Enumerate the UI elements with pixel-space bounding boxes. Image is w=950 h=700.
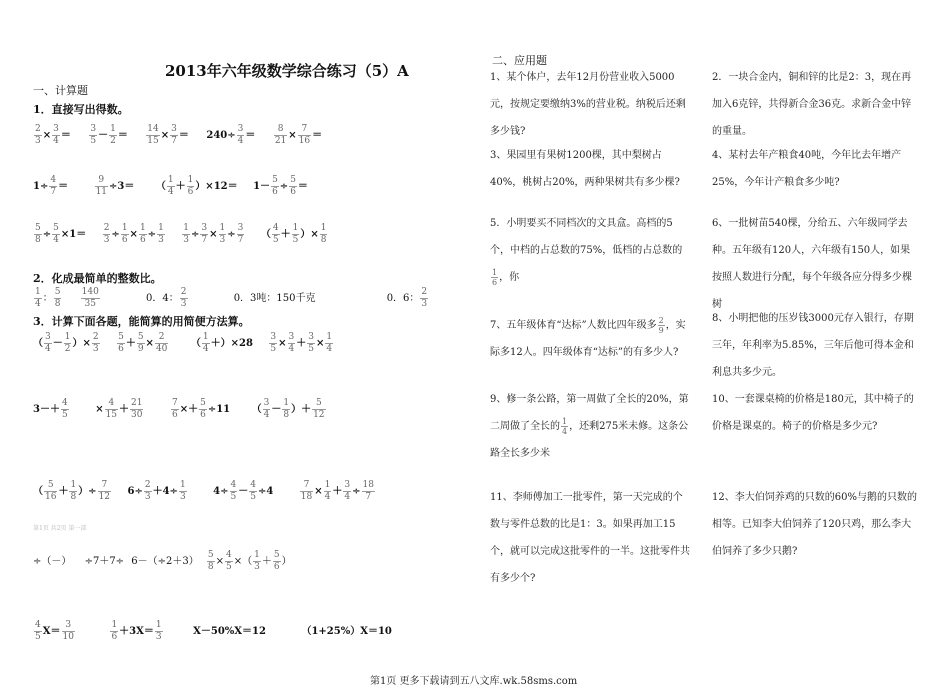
fraction: $\frac{2}{3}$ [92,332,99,354]
fraction: $\frac{1}{8}$ [283,398,290,420]
fraction: $\frac{3}{4}$ [344,480,351,502]
fraction: $\frac{14}{15}$ [147,124,159,146]
fraction: $\frac{1}{6}$ [492,268,498,287]
fraction: $\frac{3}{5}$ [90,124,97,146]
fraction: $\frac{7}{6}$ [171,398,178,420]
fraction: $\frac{4}{5}$ [230,480,237,502]
fraction: $\frac{21}{30}$ [131,398,143,420]
fraction: $\frac{1}{3}$ [219,223,226,245]
fraction: $\frac{1}{3}$ [179,480,186,502]
fraction: $\frac{5}{12}$ [313,398,325,420]
fraction: $\frac{3}{7}$ [201,223,208,245]
fraction: $\frac{3}{4}$ [237,124,244,146]
page-footer: 第1页 更多下载请到五八文库.wk.58sms.com [370,676,578,687]
fraction: $\frac{5}{6}$ [200,398,206,420]
fraction: $\frac{8}{21}$ [274,124,287,146]
fraction: $\frac{1}{3}$ [155,620,162,642]
q3-row3: （ $\frac{5}{16}$ ＋ $\frac{1}{8}$ ）÷ $\frac{7}{12}$ 6÷ $\frac{2}{3}$ ＋4÷ $\frac{1}{3}$ 4÷ $\frac{4}{5}$ － $\frac{4}{5}$ ÷4 $\frac{7}{18}$ × $\frac{1}{4}$ ＋ $\frac{3}{4}$ ÷ $\frac{18}{7}$ [33,480,374,502]
fraction: $\frac{5}{9}$ [137,332,144,354]
fraction: $\frac{2}{3}$ [144,480,151,502]
fraction: $\frac{5}{6}$ [272,175,278,197]
section-calc-heading: 一、计算题 [33,84,88,97]
problem-1: 1、某个体户，去年12月份营业收入5000元，按规定要缴纳3%的营业税。纳税后还剩多少钱? [490,72,686,137]
fraction: $\frac{5}{8}$ [35,223,41,245]
fraction: $\frac{7}{16}$ [298,124,311,146]
q3-heading: 3．计算下面各题，能简算的用简便方法算。 [33,315,250,328]
fraction: $\frac{5}{6}$ [273,550,280,572]
fraction: $\frac{2}{3}$ [35,124,41,146]
fraction: $\frac{2}{3}$ [103,223,110,245]
fraction: $\frac{2}{9}$ [658,316,664,335]
fraction: $\frac{7}{18}$ [300,480,313,502]
fraction: $\frac{1}{4}$ [35,287,41,309]
problem-12: 12、李大伯饲养鸡的只数的60%与鹅的只数的相等。已知李大伯饲养了120只鸡，那么李大伯饲养了多少只鹅? [712,492,917,557]
fraction: $\frac{4}{5}$ [35,620,41,642]
problem-3: 3、果园里有果树1200棵，其中梨树占40%，桃树占20%，两种果树共有多少棵? [490,150,680,188]
fraction: $\frac{3}{4}$ [45,332,51,354]
equations-row: $\frac{4}{5}$ X＝ $\frac{3}{10}$ $\frac{1}{6}$ ＋3X＝ $\frac{1}{3}$ X－50%X＝12 （1+25%）X＝10 [35,620,392,642]
fraction: $\frac{2}{40}$ [155,332,168,354]
fraction: $\frac{1}{6}$ [121,223,128,245]
fraction: $\frac{1}{4}$ [202,332,209,354]
fraction: $\frac{1}{6}$ [111,620,118,642]
fraction: $\frac{1}{6}$ [187,175,194,197]
fraction: $\frac{1}{2}$ [110,124,116,146]
fraction: $\frac{5}{8}$ [207,550,214,572]
fraction: $\frac{140}{35}$ [81,287,99,309]
fraction: $\frac{1}{4}$ [562,417,568,436]
fraction: $\frac{1}{6}$ [139,223,146,245]
fraction: $\frac{1}{5}$ [292,223,299,245]
fraction: $\frac{3}{5}$ [270,332,277,354]
q1-row2: 1÷ $\frac{4}{7}$ ＝ $\frac{9}{11}$ ÷3＝ （ $\frac{1}{4}$ ＋ $\frac{1}{6}$ ）×12＝ 1－ $\frac{5}{6}$ ÷ $\frac{5}{6}$ ＝ [33,175,308,197]
fraction: $\frac{3}{4}$ [288,332,295,354]
fraction: $\frac{3}{7}$ [171,124,177,146]
problem-7: 7、五年级体育“达标”人数比四年级多 $\frac{2}{9}$ ，实际多12人。四年级体育“达标”的有多少人? [490,316,686,358]
fraction: $\frac{4}{5}$ [226,550,232,572]
fraction: $\frac{1}{2}$ [64,332,71,354]
fraction: $\frac{1}{4}$ [167,175,174,197]
fraction: $\frac{4}{5}$ [250,480,256,502]
page-title: 2013年六年级数学综合练习（5）A [165,62,409,80]
problem-8: 8、小明把他的压岁钱3000元存入银行，存期三年，年利率为5.85%，三年后他可得本金和利息共多少元。 [712,313,914,378]
q1-heading: 1．直接写出得数。 [33,103,129,116]
q2-row: $\frac{1}{4}$ ： $\frac{5}{8}$ $\frac{140}{35}$ 0．4： $\frac{2}{3}$ 0．3吨：150千克 0．6： $\frac{2}{3}$ [35,287,428,309]
fraction: $\frac{4}{7}$ [50,175,57,197]
fraction: $\frac{5}{16}$ [45,480,57,502]
fraction: $\frac{1}{8}$ [320,223,327,245]
fraction: $\frac{5}{8}$ [54,287,61,309]
q1-row3: $\frac{5}{8}$ ÷ $\frac{5}{4}$ ×1＝ $\frac{2}{3}$ ÷ $\frac{1}{6}$ × $\frac{1}{6}$ ÷ $\frac{1}{3}$ $\frac{1}{3}$ ÷ $\frac{3}{7}$ × $\frac{1}{3}$ ÷ $\frac{3}{7}$ （ $\frac{4}{5}$ ＋ $\frac{1}{5}$ ）× $\frac{1}{8}$ [35,223,327,245]
fraction: $\frac{3}{5}$ [308,332,314,354]
problem-11: 11、李师傅加工一批零件，第一天完成的个数与零件总数的比是1：3。如果再加工15个，就可以完成这批零件的一半。这批零件共有多少个? [490,492,690,584]
q3-row4: ÷（－） ÷7＋7÷ 6－（÷2＋3） $\frac{5}{8}$ × $\frac{4}{5}$ ×（ $\frac{1}{3}$ ＋ $\frac{5}{6}$ ） [33,550,292,572]
fraction: $\frac{3}{4}$ [53,124,59,146]
fraction: $\frac{1}{3}$ [158,223,164,245]
fraction: $\frac{5}{6}$ [290,175,296,197]
fraction: $\frac{1}{8}$ [70,480,77,502]
problem-4: 4、某村去年产粮食40吨，今年比去年增产25%，今年计产粮食多少吨? [712,150,902,188]
q3-row2: 3－＋ $\frac{4}{5}$ × $\frac{4}{15}$ ＋ $\frac{21}{30}$ $\frac{7}{6}$ ×＋ $\frac{5}{6}$ ÷11 （ $\frac{3}{4}$ － $\frac{1}{8}$ ）＋ $\frac{5}{12}$ [33,398,325,420]
problem-6: 6、一批树苗540棵，分给五、六年级同学去种。五年级有120人，六年级有150人，如果按照人数进行分配，每个年级各应分得多少棵树 [712,218,912,310]
fraction: $\frac{4}{5}$ [272,223,279,245]
fraction: $\frac{4}{5}$ [61,398,68,420]
q1-row1: $\frac{2}{3}$ × $\frac{3}{4}$ ＝ $\frac{3}{5}$ － $\frac{1}{2}$ ＝ $\frac{14}{15}$ × $\frac{3}{7}$ ＝ 240÷ $\frac{3}{4}$ ＝ $\frac{8}{21}$ × $\frac{7}{16}$ ＝ [35,124,323,146]
fraction: $\frac{1}{3}$ [183,223,190,245]
fraction: $\frac{1}{4}$ [326,332,333,354]
fraction: $\frac{3}{7}$ [237,223,244,245]
fraction: $\frac{5}{4}$ [53,223,59,245]
faint-watermark-line: 第1页 共2页 第一部 [33,525,87,532]
q3-row1: （ $\frac{3}{4}$ － $\frac{1}{2}$ ）× $\frac{2}{3}$ $\frac{5}{6}$ ＋ $\frac{5}{9}$ × $\frac{2}{40}$ （ $\frac{1}{4}$ ＋）×28 $\frac{3}{5}$ × $\frac{3}{4}$ ＋ $\frac{3}{5}$ × $\frac{1}{4}$ [33,332,333,354]
problem-5: 5．小明要买不同档次的文具盒。高档的5个，中档的占总数的75%，低档的占总数的 $\frac{1}{6}$ ，你 [490,218,683,287]
fraction: $\frac{7}{12}$ [98,480,111,502]
fraction: $\frac{4}{15}$ [105,398,118,420]
fraction: $\frac{2}{3}$ [421,287,428,309]
fraction: $\frac{3}{10}$ [62,620,74,642]
fraction: $\frac{5}{6}$ [118,332,124,354]
problem-2: 2．一块合金内，铜和锌的比是2：3，现在再加入6克锌，共得新合金36克。求新合金中锌的重量。 [712,72,912,137]
fraction: $\frac{1}{3}$ [254,550,260,572]
fraction: $\frac{1}{4}$ [324,480,331,502]
fraction: $\frac{18}{7}$ [362,480,374,502]
section-application-heading: 二、应用题 [492,54,547,67]
fraction: $\frac{2}{3}$ [180,287,187,309]
q2-heading: 2．化成最简单的整数比。 [33,272,162,285]
problem-9: 9、修一条公路，第一周做了全长的20%，第二周做了全长的 $\frac{1}{4}$ ，还剩275米未修。这条公路全长多少米 [490,394,689,459]
fraction: $\frac{3}{4}$ [263,398,270,420]
fraction: $\frac{9}{11}$ [95,175,108,197]
problem-10: 10、一套课桌椅的价格是180元，其中椅子的价格是课桌的。椅子的价格是多少元? [712,394,914,432]
